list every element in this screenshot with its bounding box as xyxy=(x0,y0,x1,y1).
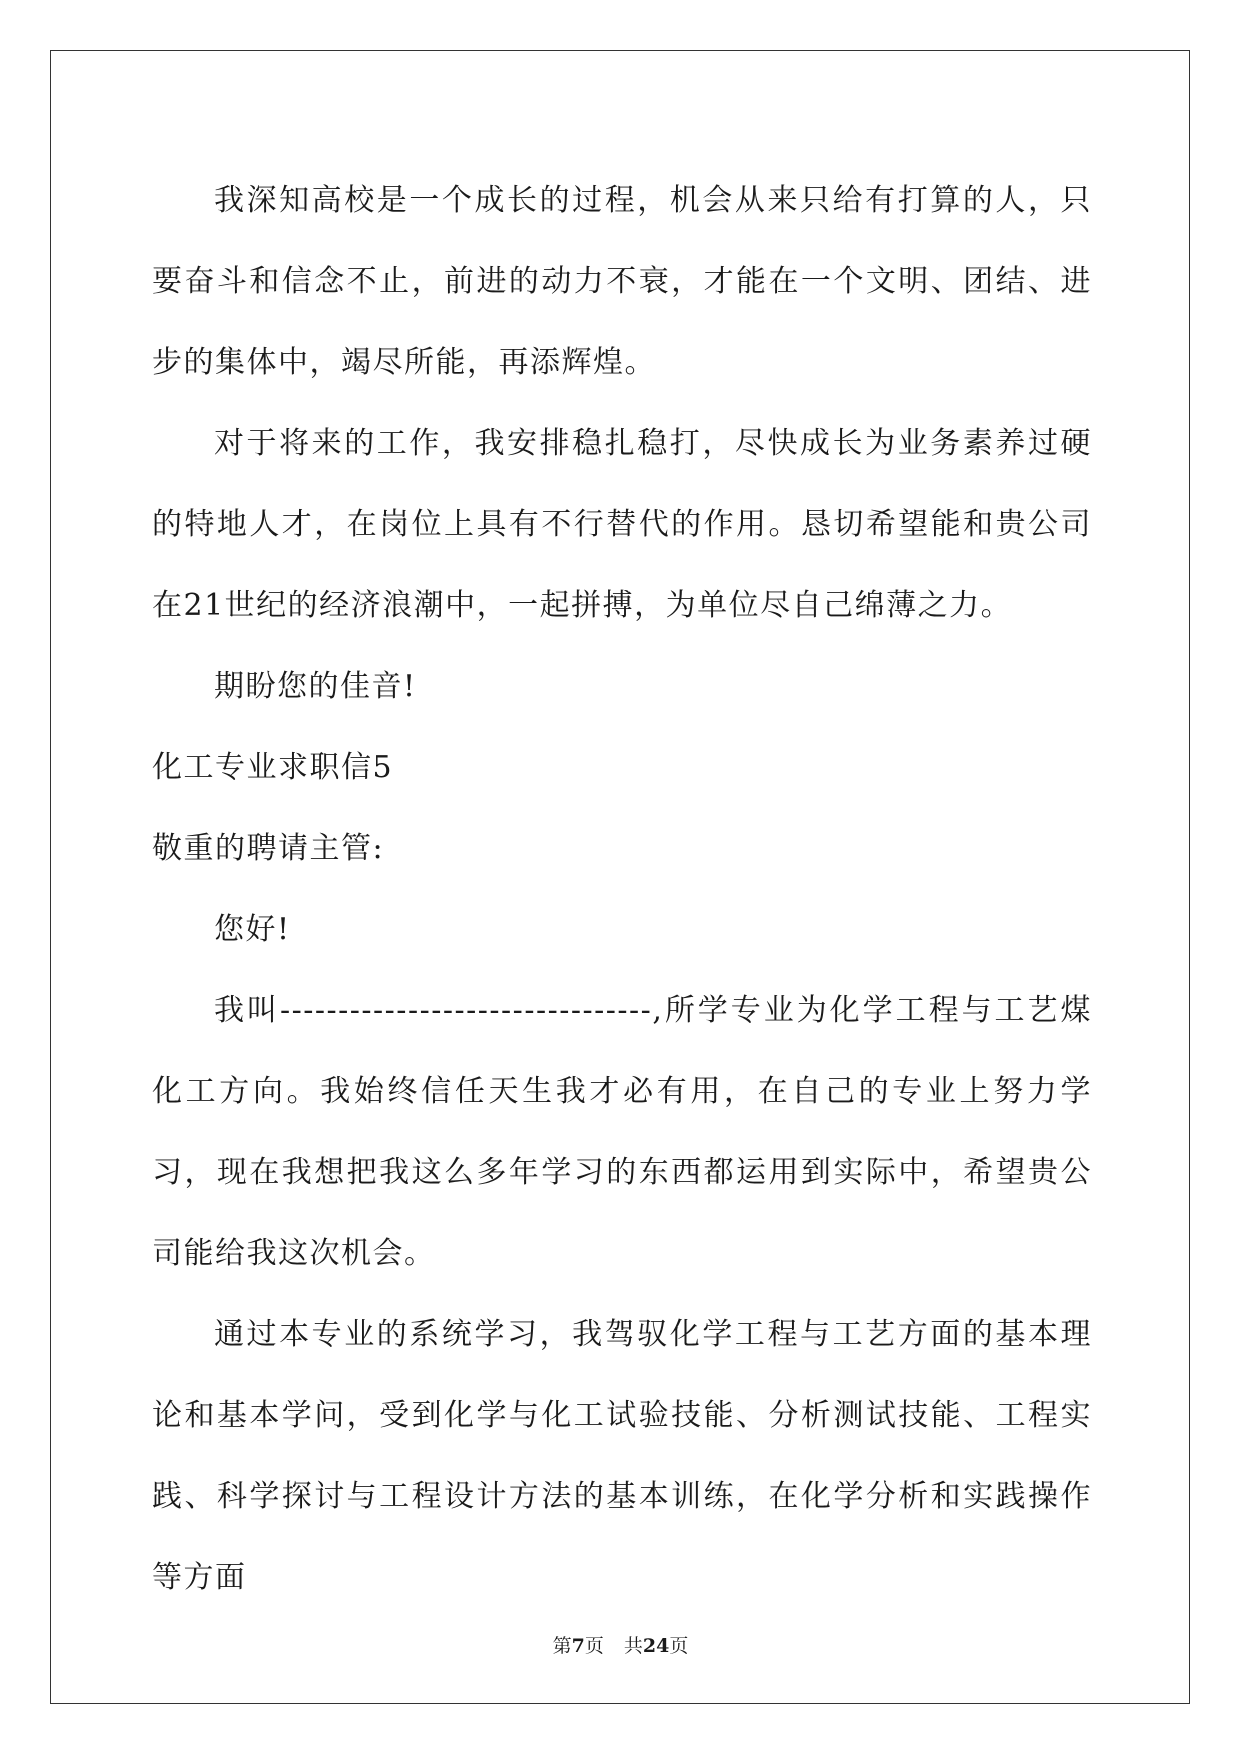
footer-page-unit: 页 xyxy=(584,1635,604,1657)
paragraph-introduction: 我叫--------------------------------,所学专业为化学工程与工艺煤化工方向。我始终信任天生我才必有用，在自己的专业上努力学习，现在我想把我这么多年学习的东西都运用到实际中，希望贵公司能给我这次机会。 xyxy=(152,993,1092,1271)
paragraph-growth: 我深知高校是一个成长的过程，机会从来只给有打算的人，只要奋斗和信念不止，前进的动力不衰，才能在一个文明、团结、进步的集体中，竭尽所能，再添辉煌。 xyxy=(152,183,1092,380)
paragraph-future-work: 对于将来的工作，我安排稳扎稳打，尽快成长为业务素养过硬的特地人才，在岗位上具有不行替代的作用。恳切希望能和贵公司在21世纪的经济浪潮中，一起拼搏，为单位尽自己绵薄之力。 xyxy=(152,426,1092,623)
footer-total-unit: 页 xyxy=(669,1635,689,1657)
salutation: 敬重的聘请主管: xyxy=(152,831,385,866)
paragraph-study: 通过本专业的系统学习，我驾驭化学工程与工艺方面的基本理论和基本学问，受到化学与化工试验技能、分析测试技能、工程实践、科学探讨与工程设计方法的基本训练，在化学分析和实践操作等方面 xyxy=(152,1317,1092,1595)
document-body xyxy=(152,160,1092,1618)
paragraph-closing: 期盼您的佳音! xyxy=(214,669,417,704)
footer-total-prefix: 共 xyxy=(623,1635,643,1657)
greeting: 您好! xyxy=(214,912,291,947)
page-footer xyxy=(0,1631,1241,1658)
footer-total-pages: 24 xyxy=(642,1635,670,1657)
letter-title: 化工专业求职信5 xyxy=(152,750,394,785)
footer-page-number: 7 xyxy=(571,1635,585,1657)
footer-prefix: 第 xyxy=(552,1635,572,1657)
